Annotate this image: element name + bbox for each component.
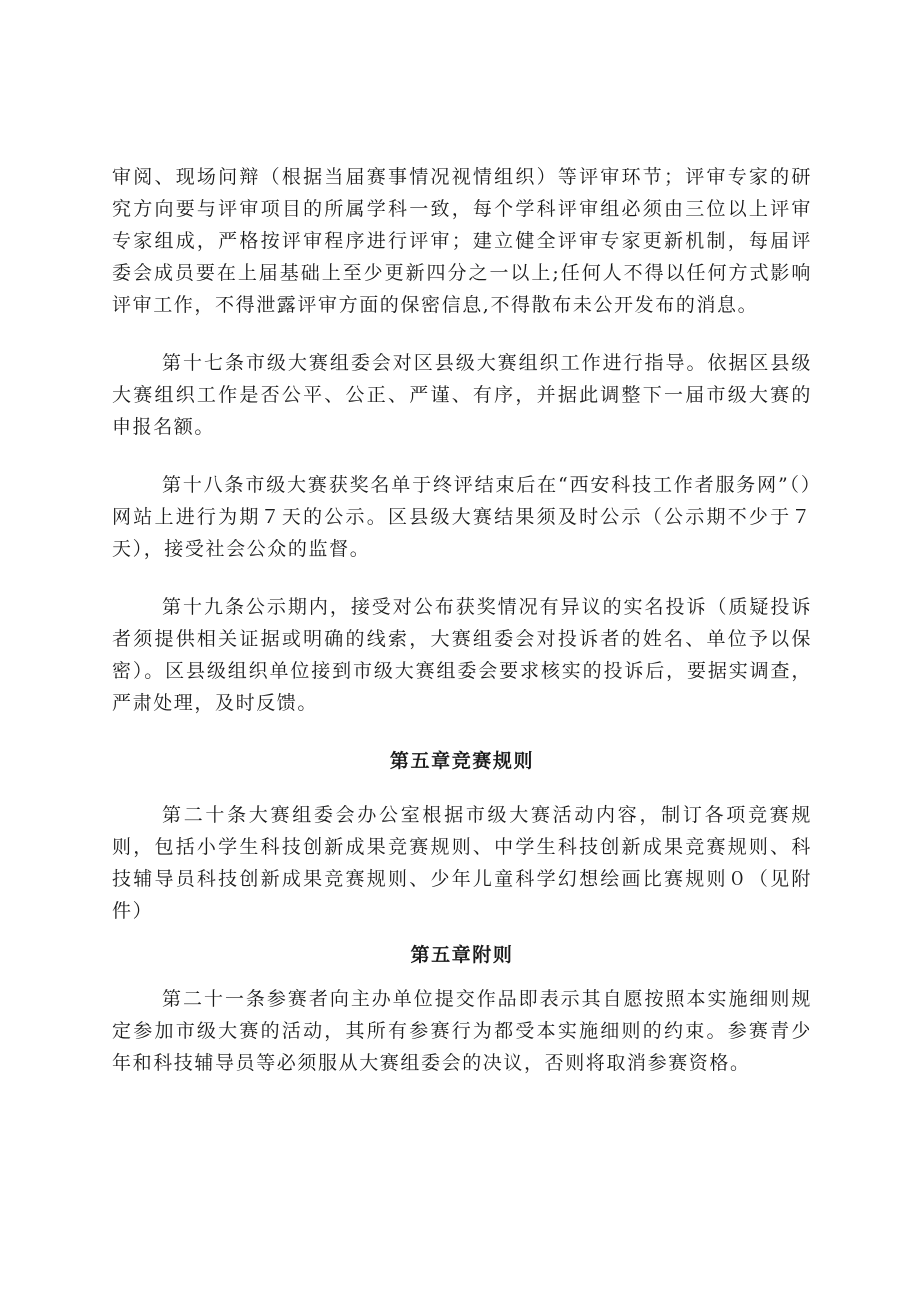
paragraph-article-21: 第二十一条参赛者向主办单位提交作品即表示其自愿按照本实施细则规定参加市级大赛的活动，其所有参赛行为都受本实施细则的约束。参赛青少年和科技辅导员等必须服从大赛组委会的决议，否则将取消参赛资格。 [112,988,812,1074]
chapter-heading-competition-rules: 第五章竞赛规则 [389,750,535,772]
paragraph-article-17: 第十七条市级大赛组委会对区县级大赛组织工作进行指导。依据区县级大赛组织工作是否公平、公正、严谨、有序，并据此调整下一届市级大赛的申报名额。 [112,352,812,438]
paragraph-article-19: 第十九条公示期内，接受对公布获奖情况有异议的实名投诉（质疑投诉者须提供相关证据或明确的线索，大赛组委会对投诉者的姓名、单位予以保密）。区县级组织单位接到市级大赛组委会要求核实的投诉后，要据实调查，严肃处理，及时反馈。 [112,596,812,714]
chapter-heading-supplementary: 第五章附则 [410,944,514,966]
paragraph-article-20: 第二十条大赛组委会办公室根据市级大赛活动内容，制订各项竞赛规则，包括小学生科技创新成果竞赛规则、中学生科技创新成果竞赛规则、科技辅导员科技创新成果竞赛规则、少年儿童科学幻想绘画比赛规则０（见附件） [112,804,812,922]
paragraph-article-16-continued: 审阅、现场问辩（根据当届赛事情况视情组织）等评审环节；评审专家的研究方向要与评审项目的所属学科一致，每个学科评审组必须由三位以上评审专家组成，严格按评审程序进行评审；建立健全评审专家更新机制，每届评委会成员要在上届基础上至少更新四分之一以上;任何人不得以任何方式影响评审工作，不得泄露评审方面的保密信息,不得散布未公开发布的消息。 [112,166,812,316]
document-body [112,161,812,1079]
paragraph-article-18: 第十八条市级大赛获奖名单于终评结束后在“西安科技工作者服务网”（）网站上进行为期７天的公示。区县级大赛结果须及时公示（公示期不少于７天），接受社会公众的监督。 [112,474,812,560]
